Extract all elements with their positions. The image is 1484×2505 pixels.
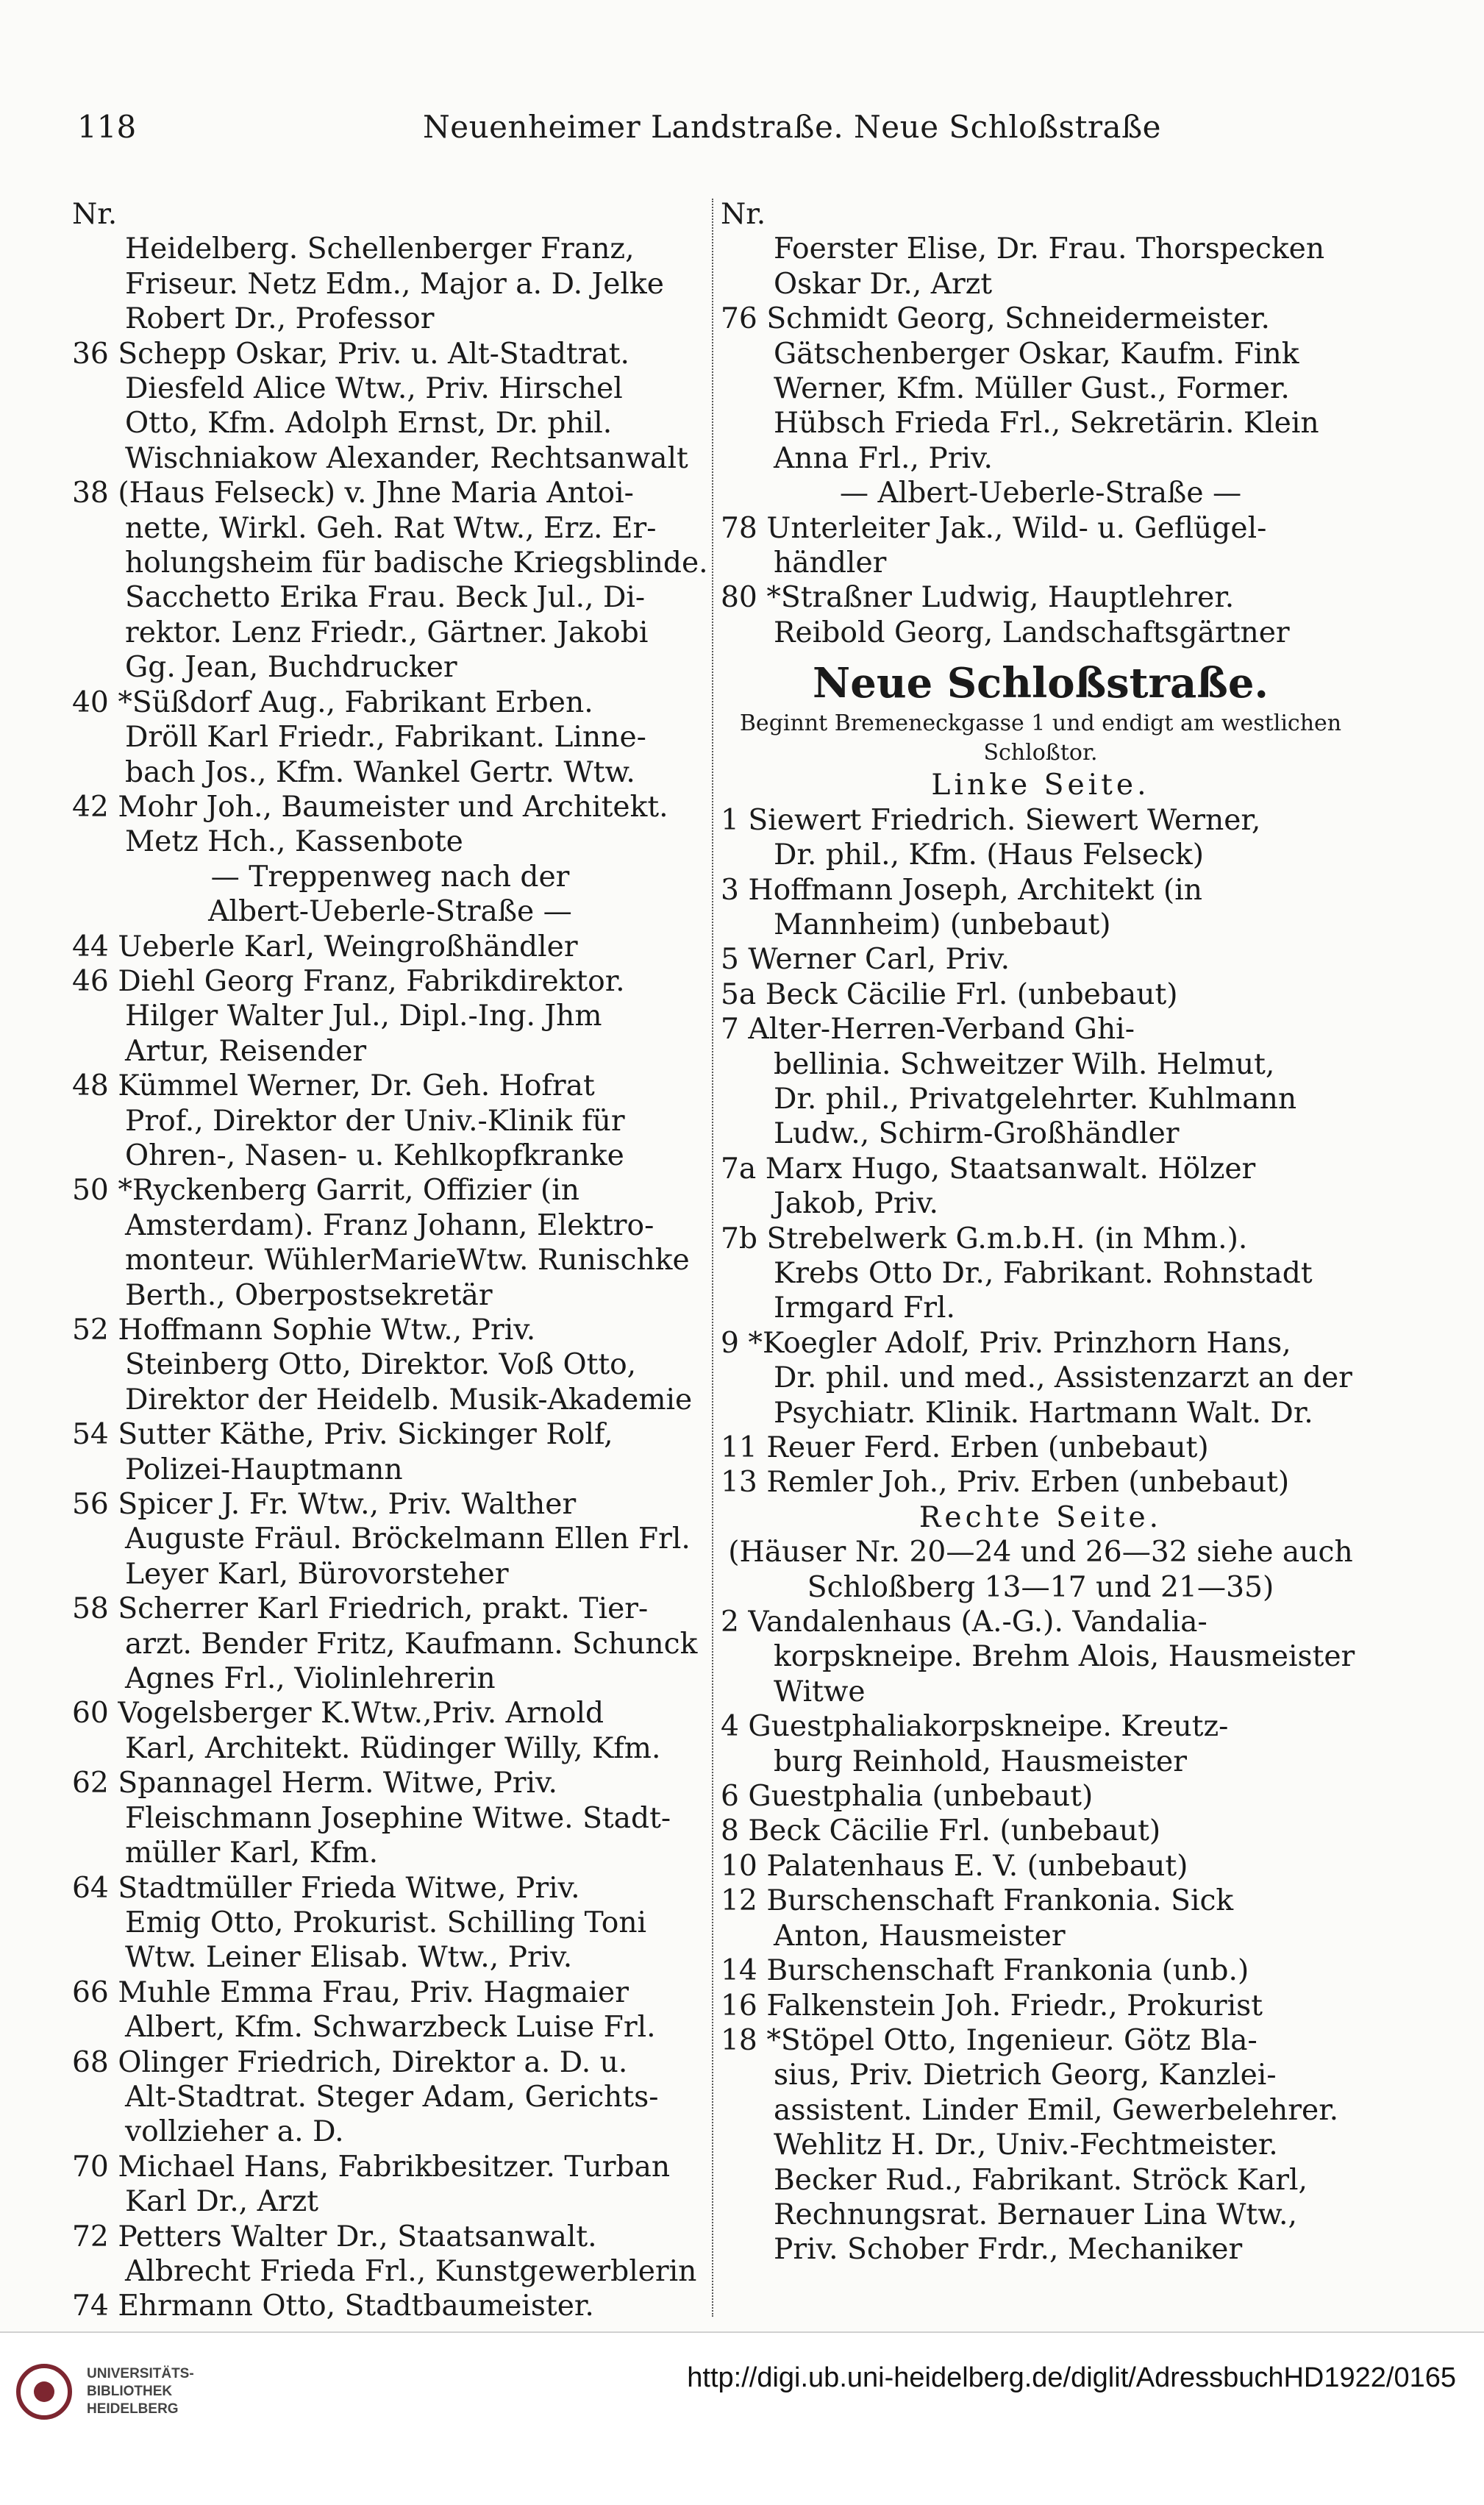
entry-line: 9 *Koegler Adolf, Priv. Prinzhorn Hans,	[721, 1326, 1291, 1360]
entry-line: 1 Siewert Friedrich. Siewert Werner,	[721, 803, 1261, 837]
entry-line: 60 Vogelsberger K.Wtw.,Priv. Arnold	[72, 1697, 604, 1731]
text-line: Agnes Frl., Violinlehrerin	[125, 1662, 496, 1696]
text-line: — Albert-Ueberle-Straße —	[839, 477, 1242, 510]
text-line: vollzieher a. D.	[125, 2115, 344, 2149]
entry-line: 68 Olinger Friedrich, Direktor a. D. u.	[72, 2045, 628, 2079]
entry-line: 70 Michael Hans, Fabrikbesitzer. Turban	[72, 2150, 671, 2184]
text-line: nette, Wirkl. Geh. Rat Wtw., Erz. Er-	[125, 511, 657, 545]
right-column	[721, 197, 1360, 2323]
entry-line: Nr.	[721, 198, 766, 231]
text-line: Robert Dr., Professor	[125, 302, 435, 336]
text-line: Karl, Architekt. Rüdinger Willy, Kfm.	[125, 1731, 661, 1765]
text-line: arzt. Bender Fritz, Kaufmann. Schunck	[125, 1627, 698, 1661]
entry-line: 11 Reuer Ferd. Erben (unbebaut)	[721, 1431, 1209, 1464]
text-line: — Treppenweg nach der	[210, 860, 570, 894]
viewer-footer	[0, 2331, 1484, 2505]
text-line: Alt-Stadtrat. Steger Adam, Gerichts-	[125, 2080, 659, 2114]
text-line: Steinberg Otto, Direktor. Voß Otto,	[125, 1348, 637, 1382]
entry-line: 40 *Süßdorf Aug., Fabrikant Erben.	[72, 685, 593, 719]
text-line: Jakob, Priv.	[774, 1187, 938, 1221]
page-number: 118	[77, 109, 137, 145]
text-line: Mannheim) (unbebaut)	[774, 908, 1111, 941]
entry-line: 2 Vandalenhaus (A.-G.). Vandalia-	[721, 1606, 1207, 1639]
entry-line: 74 Ehrmann Otto, Stadtbaumeister.	[72, 2290, 594, 2323]
entry-line: 36 Schepp Oskar, Priv. u. Alt-Stadtrat.	[72, 337, 629, 371]
entry-line: 54 Sutter Käthe, Priv. Sickinger Rolf,	[72, 1418, 613, 1452]
text-line: Rechnungsrat. Bernauer Lina Wtw.,	[774, 2198, 1297, 2231]
text-line: Berth., Oberpostsekretär	[125, 1278, 493, 1312]
text-line: bach Jos., Kfm. Wankel Gertr. Wtw.	[125, 755, 635, 789]
text-line: Fleischmann Josephine Witwe. Stadt-	[125, 1801, 671, 1835]
entry-line: 52 Hoffmann Sophie Wtw., Priv.	[72, 1314, 536, 1347]
text-line: Ludw., Schirm-Großhändler	[774, 1117, 1180, 1151]
text-line: Dr. phil. und med., Assistenzarzt an der	[774, 1361, 1352, 1395]
text-line: Irmgard Frl.	[774, 1291, 956, 1325]
text-line: Direktor der Heidelb. Musik-Akademie	[125, 1383, 693, 1417]
text-line: Otto, Kfm. Adolph Ernst, Dr. phil.	[125, 407, 613, 441]
entry-line: 18 *Stöpel Otto, Ingenieur. Götz Bla-	[721, 2023, 1258, 2057]
entry-line: 58 Scherrer Karl Friedrich, prakt. Tier-	[72, 1592, 649, 1626]
text-line: Becker Rud., Fabrikant. Ströck Karl,	[774, 2163, 1308, 2197]
logo-line-2: BIBLIOTHEK	[87, 2384, 173, 2399]
text-line: händler	[774, 546, 887, 580]
entry-line: 10 Palatenhaus E. V. (unbebaut)	[721, 1849, 1188, 1883]
text-line: Werner, Kfm. Müller Gust., Former.	[774, 372, 1290, 406]
entry-line: 3 Hoffmann Joseph, Architekt (in	[721, 873, 1202, 907]
entry-line: 78 Unterleiter Jak., Wild- u. Geflügel-	[721, 511, 1267, 545]
text-line: assistent. Linder Emil, Gewerbelehrer.	[774, 2093, 1339, 2127]
entry-line: 48 Kümmel Werner, Dr. Geh. Hofrat	[72, 1069, 595, 1103]
entry-line: 66 Muhle Emma Frau, Priv. Hagmaier	[72, 1975, 629, 2009]
text-line: Foerster Elise, Dr. Frau. Thorspecken	[774, 232, 1325, 266]
entry-line: 7a Marx Hugo, Staatsanwalt. Hölzer	[721, 1152, 1256, 1186]
entry-line: 56 Spicer J. Fr. Wtw., Priv. Walther	[72, 1488, 577, 1522]
text-line: Artur, Reisender	[125, 1034, 367, 1068]
page-header	[70, 109, 1394, 160]
text-line: korpskneipe. Brehm Alois, Hausmeister	[774, 1640, 1355, 1674]
section-title: Neue Schloßstraße.	[813, 659, 1269, 708]
entry-line: 44 Ueberle Karl, Weingroßhändler	[72, 930, 578, 963]
entry-line: Nr.	[72, 198, 118, 231]
left-column	[72, 197, 708, 2323]
text-line: Heidelberg. Schellenberger Franz,	[125, 232, 635, 266]
text-line: Wischniakow Alexander, Rechtsanwalt	[125, 441, 688, 475]
text-line: rektor. Lenz Friedr., Gärtner. Jakobi	[125, 616, 649, 649]
text-line: Anton, Hausmeister	[774, 1919, 1066, 1953]
entry-line: 12 Burschenschaft Frankonia. Sick	[721, 1884, 1234, 1918]
entry-line: 64 Stadtmüller Frieda Witwe, Priv.	[72, 1871, 580, 1905]
text-line: Witwe	[774, 1675, 866, 1708]
text-line: Wehlitz H. Dr., Univ.-Fechtmeister.	[774, 2128, 1278, 2162]
text-line: Ohren-, Nasen- u. Kehlkopfkranke	[125, 1139, 624, 1172]
text-line: holungsheim für badische Kriegsblinde.	[125, 546, 708, 580]
entry-line: 5a Beck Cäcilie Frl. (unbebaut)	[721, 977, 1178, 1011]
text-line: Beginnt Bremeneckgasse 1 und endigt am westlichen	[739, 710, 1342, 737]
text-line: Sacchetto Erika Frau. Beck Jul., Di-	[125, 581, 646, 615]
entry-line: 42 Mohr Joh., Baumeister und Architekt.	[72, 790, 668, 824]
library-logo-icon[interactable]	[16, 2364, 72, 2420]
text-line: Metz Hch., Kassenbote	[125, 825, 463, 859]
text-line: Oskar Dr., Arzt	[774, 267, 993, 301]
text-line: monteur. WühlerMarieWtw. Runischke	[125, 1244, 690, 1278]
text-line: Albert, Kfm. Schwarzbeck Luise Frl.	[125, 2011, 656, 2045]
text-line: Albert-Ueberle-Straße —	[208, 895, 572, 929]
text-line: Gg. Jean, Buchdrucker	[125, 651, 457, 685]
text-line: Gätschenberger Oskar, Kaufm. Fink	[774, 337, 1299, 371]
entry-line: 46 Diehl Georg Franz, Fabrikdirektor.	[72, 964, 625, 998]
entry-line: 5 Werner Carl, Priv.	[721, 943, 1010, 977]
text-line: sius, Priv. Dietrich Georg, Kanzlei-	[774, 2059, 1277, 2092]
logo-line-1: UNIVERSITÄTS-	[87, 2366, 194, 2381]
text-line: Friseur. Netz Edm., Major a. D. Jelke	[125, 267, 664, 301]
entry-line: 13 Remler Joh., Priv. Erben (unbebaut)	[721, 1466, 1290, 1500]
text-line: Dr. phil., Privatgelehrter. Kuhlmann	[774, 1082, 1297, 1116]
text-line: Hübsch Frieda Frl., Sekretärin. Klein	[774, 407, 1319, 441]
text-line: Schloßberg 13—17 und 21—35)	[807, 1570, 1274, 1604]
text-line: Diesfeld Alice Wtw., Priv. Hirschel	[125, 372, 623, 406]
text-line: Amsterdam). Franz Johann, Elektro-	[125, 1208, 654, 1242]
column-divider	[712, 199, 713, 2317]
entry-line: 7 Alter-Herren-Verband Ghi-	[721, 1013, 1135, 1047]
text-line: Albrecht Frieda Frl., Kunstgewerblerin	[125, 2254, 697, 2288]
text-line: Emig Otto, Prokurist. Schilling Toni	[125, 1906, 647, 1939]
text-line: Priv. Schober Frdr., Mechaniker	[774, 2233, 1243, 2267]
text-line: (Häuser Nr. 20—24 und 26—32 siehe auch	[728, 1536, 1353, 1569]
text-line: Hilger Walter Jul., Dipl.-Ing. Jhm	[125, 999, 602, 1033]
text-line: Dröll Karl Friedr., Fabrikant. Linne-	[125, 721, 646, 755]
entry-line: 7b Strebelwerk G.m.b.H. (in Mhm.).	[721, 1222, 1248, 1255]
running-head: Neuenheimer Landstraße. Neue Schloßstraße	[423, 109, 1161, 145]
entry-line: 38 (Haus Felseck) v. Jhne Maria Antoi-	[72, 477, 634, 510]
text-line: Psychiatr. Klinik. Hartmann Walt. Dr.	[774, 1396, 1313, 1430]
logo-line-3: HEIDELBERG	[87, 2401, 179, 2417]
entry-line: 62 Spannagel Herm. Witwe, Priv.	[72, 1767, 557, 1800]
text-line: Linke Seite.	[931, 769, 1150, 802]
text-line: müller Karl, Kfm.	[125, 1836, 379, 1870]
source-url-link[interactable]: http://digi.ub.uni-heidelberg.de/diglit/AdressbuchHD1922/0165	[687, 2362, 1456, 2393]
text-line: burg Reinhold, Hausmeister	[774, 1745, 1187, 1778]
entry-line: 50 *Ryckenberg Garrit, Offizier (in	[72, 1174, 579, 1208]
entry-line: 14 Burschenschaft Frankonia (unb.)	[721, 1954, 1249, 1988]
entry-line: 80 *Straßner Ludwig, Hauptlehrer.	[721, 581, 1235, 615]
entry-line: 4 Guestphaliakorpskneipe. Kreutz-	[721, 1710, 1229, 1744]
text-line: Rechte Seite.	[918, 1500, 1163, 1534]
text-line: Prof., Direktor der Univ.-Klinik für	[125, 1104, 625, 1138]
text-line: Polizei-Hauptmann	[125, 1453, 403, 1486]
text-line: Krebs Otto Dr., Fabrikant. Rohnstadt	[774, 1256, 1313, 1290]
entry-line: 16 Falkenstein Joh. Friedr., Prokurist	[721, 1989, 1263, 2023]
library-logo-text[interactable]	[87, 2365, 194, 2418]
text-line: Anna Frl., Priv.	[774, 441, 993, 475]
entry-line: 76 Schmidt Georg, Schneidermeister.	[721, 302, 1270, 336]
text-line: Dr. phil., Kfm. (Haus Felseck)	[774, 838, 1205, 872]
entry-line: 6 Guestphalia (unbebaut)	[721, 1780, 1094, 1814]
text-line: Karl Dr., Arzt	[125, 2185, 319, 2219]
text-line: Schloßtor.	[983, 740, 1098, 766]
text-line: Leyer Karl, Bürovorsteher	[125, 1557, 509, 1591]
text-line: bellinia. Schweitzer Wilh. Helmut,	[774, 1047, 1275, 1081]
text-line: Reibold Georg, Landschaftsgärtner	[774, 616, 1290, 649]
text-line: Auguste Fräul. Bröckelmann Ellen Frl.	[125, 1522, 691, 1556]
entry-line: 8 Beck Cäcilie Frl. (unbebaut)	[721, 1814, 1161, 1848]
entry-line: 72 Petters Walter Dr., Staatsanwalt.	[72, 2220, 597, 2253]
text-line: Wtw. Leiner Elisab. Wtw., Priv.	[125, 1941, 573, 1975]
